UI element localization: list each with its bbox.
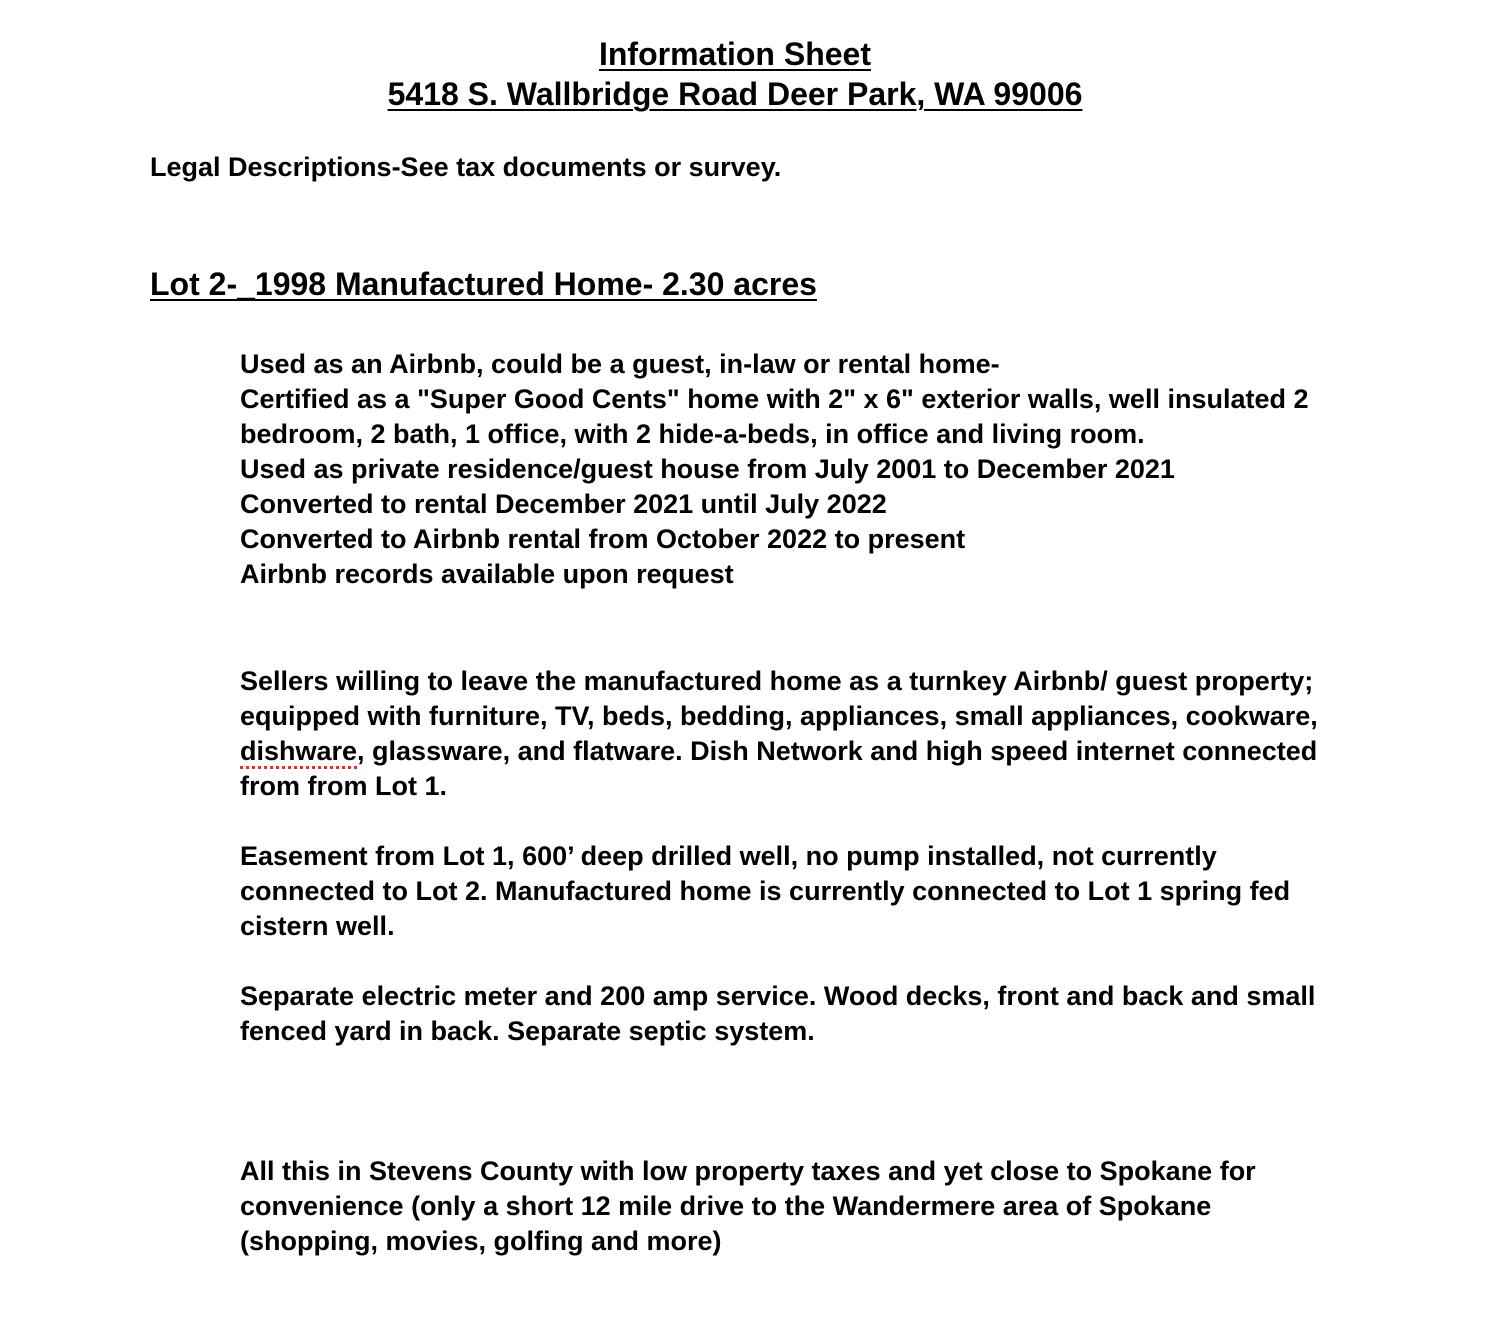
lot-heading: Lot 2-_1998 Manufactured Home- 2.30 acres <box>150 266 817 302</box>
location-paragraph <box>240 1154 1340 1259</box>
location-text-part-1: All this in Stevens County with low property taxes and yet close to Spokane for convenience (only a short 12 mile drive to the Wandermere area of Spokane <box>240 1156 1256 1221</box>
location-text-part-2: (shopping, movies, golfing and more) <box>240 1226 722 1256</box>
residence-history-line: Used as private residence/guest house from July 2001 to December 2021 <box>240 454 1175 484</box>
well-paragraph: Easement from Lot 1, 600’ deep drilled well, no pump installed, not currently connected to Lot 2. Manufactured home is currently connected to Lot 1 spring fed cistern well. <box>240 841 1291 941</box>
title-address: 5418 S. Wallbridge Road Deer Park, WA 99006 <box>387 76 1083 112</box>
utilities-section <box>240 979 1340 1049</box>
home-details-section <box>240 347 1340 592</box>
airbnb-history-line: Converted to Airbnb rental from October 2022 to present <box>240 524 966 554</box>
turnkey-text-part-1: Sellers willing to leave the manufactured home as a turnkey Airbnb/ guest property; equipped with furniture, TV, beds, bedding, appliances, small appliances, cookware, <box>240 666 1318 731</box>
usage-line: Used as an Airbnb, could be a guest, in-law or rental home- <box>240 349 1000 379</box>
title-line-1: Information Sheet <box>598 36 871 72</box>
utilities-paragraph: Separate electric meter and 200 amp service. Wood decks, front and back and small fenced yard in back. Separate septic system. <box>240 981 1316 1046</box>
turnkey-section <box>240 664 1340 804</box>
well-section <box>240 839 1340 944</box>
document-title <box>0 34 1470 114</box>
certification-paragraph: Certified as a "Super Good Cents" home with 2" x 6" exterior walls, well insulated 2 bedroom, 2 bath, 1 office, with 2 hide-a-beds, in office and living room. <box>240 384 1309 449</box>
legal-description-note: Legal Descriptions-See tax documents or survey. <box>150 152 782 182</box>
spellcheck-flagged-word[interactable]: dishware <box>240 736 358 766</box>
rental-history-line: Converted to rental December 2021 until July 2022 <box>240 489 887 519</box>
location-section <box>240 1154 1340 1259</box>
airbnb-records-line: Airbnb records available upon request <box>240 559 734 589</box>
turnkey-paragraph <box>240 664 1340 804</box>
turnkey-text-part-2: , glassware, and flatware. Dish Network and high speed internet connected from from Lot 1. <box>240 736 1318 801</box>
